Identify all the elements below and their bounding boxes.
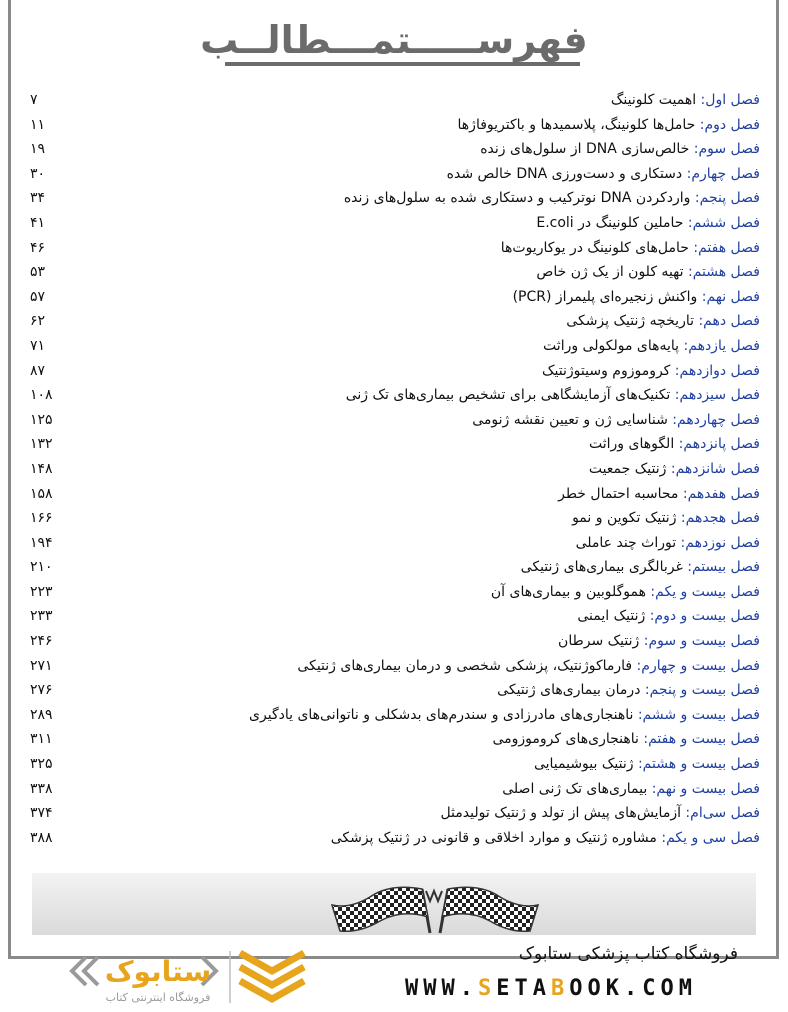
chapter-title: دستکاری و دست‌ورزی DNA خالص شده xyxy=(446,165,683,182)
page-number: ۳۳۸ xyxy=(30,780,53,797)
chapter-label: فصل پانزدهم xyxy=(683,436,760,453)
toc-row[interactable] xyxy=(30,88,760,113)
chapter-label: فصل هفتم xyxy=(698,239,760,256)
page-number: ۲۸۹ xyxy=(30,706,53,723)
chapter-separator: : xyxy=(633,756,643,773)
chapter-label: فصل چهارم xyxy=(691,165,760,182)
page-number: ۳۷۴ xyxy=(30,805,53,822)
toc-entry xyxy=(542,359,760,384)
toc-row[interactable] xyxy=(30,727,760,752)
page-number: ۲۷۶ xyxy=(30,682,53,699)
toc-entry xyxy=(577,604,760,629)
toc-row[interactable] xyxy=(30,506,760,531)
toc-entry xyxy=(458,113,760,138)
table-of-contents xyxy=(30,88,760,850)
page-number: ۲۴۶ xyxy=(30,633,53,650)
page-number: ۴۱ xyxy=(30,214,46,231)
toc-row[interactable] xyxy=(30,580,760,605)
toc-row[interactable] xyxy=(30,334,760,359)
page-number: ۲۳۳ xyxy=(30,608,53,625)
chapter-label: فصل دوازدهم xyxy=(679,362,760,379)
chapter-label: فصل هجدهم xyxy=(685,510,760,527)
page-number: ۵۷ xyxy=(30,288,46,305)
page-number: ۳۴ xyxy=(30,190,46,207)
logo-chevron-icon xyxy=(240,953,304,999)
chapter-label: فصل ششم xyxy=(692,214,760,231)
url-part: S xyxy=(477,976,497,1001)
toc-row[interactable] xyxy=(30,482,760,507)
chapter-separator: : xyxy=(680,805,691,822)
toc-row[interactable] xyxy=(30,703,760,728)
chapter-title: ژنتیک ایمنی xyxy=(577,608,646,625)
toc-row[interactable] xyxy=(30,383,760,408)
chapter-title: شناسایی ژن و تعیین نقشه ژنومی xyxy=(472,411,668,428)
chapter-separator: : xyxy=(667,411,678,428)
chapter-label: فصل پنجم xyxy=(699,190,760,207)
page-number: ۱۰۸ xyxy=(30,387,53,404)
url-part: WWW. xyxy=(405,976,478,1001)
toc-entry xyxy=(344,186,760,211)
logo-text: ستابوک xyxy=(104,955,212,988)
chapter-separator: : xyxy=(670,387,680,404)
toc-entry xyxy=(513,285,760,310)
chapter-separator: : xyxy=(683,214,693,231)
chapter-title: درمان بیماری‌های ژنتیکی xyxy=(497,682,641,699)
page-frame-left xyxy=(8,0,11,958)
chapter-label: فصل سی و یکم xyxy=(666,829,760,846)
url-part: B xyxy=(550,976,570,1001)
toc-entry xyxy=(576,531,760,556)
chapter-title: تاریخچه ژنتیک پزشکی xyxy=(566,313,694,330)
page-number: ۱۹۴ xyxy=(30,534,53,551)
toc-row[interactable] xyxy=(30,211,760,236)
chapter-title: تهیه کلون از یک ژن خاص xyxy=(536,264,684,281)
chapter-title: ناهنجاری‌های مادرزادی و سندرم‌های بدشکلی و ناتوانی‌های یادگیری xyxy=(249,706,634,723)
page-number: ۱۹ xyxy=(30,141,46,158)
store-name: فروشگاه کتاب پزشکی ستابوک xyxy=(518,944,738,964)
toc-row[interactable] xyxy=(30,309,760,334)
page-number: ۳۰ xyxy=(30,165,46,182)
chapter-label: فصل دهم xyxy=(703,313,760,330)
page-number: ۲۱۰ xyxy=(30,559,53,576)
chapter-title: اهمیت کلونینگ xyxy=(610,92,697,108)
page-number: ۱۳۲ xyxy=(30,436,53,453)
toc-entry xyxy=(249,703,760,728)
toc-row[interactable] xyxy=(30,777,760,802)
toc-entry xyxy=(472,408,760,433)
chapter-separator: : xyxy=(697,288,707,305)
toc-row[interactable] xyxy=(30,137,760,162)
checkered-flags-icon xyxy=(330,883,540,935)
chapter-separator: : xyxy=(639,633,649,650)
toc-row[interactable] xyxy=(30,826,760,851)
chapter-title: بیماری‌های تک ژنی اصلی xyxy=(502,780,648,797)
chapter-title: کروموزوم وسیتوژنتیک xyxy=(542,362,671,379)
chapter-label: فصل بیست و هفتم xyxy=(648,731,760,748)
toc-row[interactable] xyxy=(30,260,760,285)
toc-entry xyxy=(440,801,760,826)
toc-entry xyxy=(521,555,760,580)
chapter-separator: : xyxy=(633,706,643,723)
toc-entry xyxy=(491,580,760,605)
toc-entry xyxy=(558,482,760,507)
chapter-label: فصل شانزدهم xyxy=(675,460,760,477)
page-number: ۵۳ xyxy=(30,264,46,281)
left-flag-icon xyxy=(332,887,430,933)
toc-row[interactable] xyxy=(30,113,760,138)
toc-row[interactable] xyxy=(30,457,760,482)
chapter-label: فصل سی‌ام xyxy=(690,805,760,822)
chapter-title: الگوهای وراثت xyxy=(588,436,675,453)
chapter-label: فصل بیست و دوم xyxy=(654,608,760,625)
toc-row[interactable] xyxy=(30,285,760,310)
chapter-separator: : xyxy=(678,485,688,502)
chapter-separator: : xyxy=(640,682,650,699)
toc-entry xyxy=(346,383,760,408)
chapter-title: ژنتیک سرطان xyxy=(558,633,640,650)
chapter-title: مشاوره ژنتیک و موارد اخلاقی و قانونی در ژنتیک پزشکی xyxy=(330,829,657,846)
chapter-separator: : xyxy=(647,780,657,797)
chapter-title: آزمایش‌های پیش از تولد و ژنتیک تولیدمثل xyxy=(440,805,681,822)
chapter-label: فصل بیست و پنجم xyxy=(649,682,760,699)
page-number: ۶۲ xyxy=(30,313,46,330)
chapter-title: هموگلوبین و بیماری‌های آن xyxy=(490,583,646,600)
chapter-separator: : xyxy=(645,608,655,625)
page-number: ۱۱ xyxy=(30,116,46,133)
chapter-title: محاسبه احتمال خطر xyxy=(558,485,679,502)
page-number: ۳۱۱ xyxy=(30,731,53,748)
toc-row[interactable] xyxy=(30,555,760,580)
toc-row[interactable] xyxy=(30,531,760,556)
chapter-label: فصل بیستم xyxy=(691,559,760,576)
chapter-label: فصل یازدهم xyxy=(688,337,760,354)
toc-row[interactable] xyxy=(30,236,760,261)
page-number: ۸۷ xyxy=(30,362,46,379)
chapter-title: غربالگری بیماری‌های ژنتیکی xyxy=(520,559,683,576)
chapter-label: فصل بیست و نهم xyxy=(656,780,760,797)
chapter-title: ژنتیک جمعیت xyxy=(588,460,667,477)
toc-row[interactable] xyxy=(30,801,760,826)
url-part: ETA xyxy=(496,976,551,1001)
chapter-separator: : xyxy=(694,313,704,330)
toc-entry xyxy=(572,506,760,531)
page-number: ۲۲۳ xyxy=(30,583,53,600)
chapter-separator: : xyxy=(632,657,642,674)
chapter-label: فصل هشتم xyxy=(692,264,760,281)
toc-entry xyxy=(611,88,760,113)
toc-row[interactable] xyxy=(30,752,760,777)
toc-entry xyxy=(502,777,760,802)
toc-row[interactable] xyxy=(30,604,760,629)
chapter-separator: : xyxy=(683,264,693,281)
page-number: ۱۶۶ xyxy=(30,510,53,527)
toc-row[interactable] xyxy=(30,654,760,679)
chapter-title: تکنیک‌های آزمایشگاهی برای تشخیص بیماری‌های تک ژنی xyxy=(345,387,671,404)
chapter-label: فصل هفدهم xyxy=(687,485,760,502)
chapter-title: حاملین کلونینگ در E.coli xyxy=(536,214,684,231)
chapter-separator: : xyxy=(676,510,686,527)
page-number: ۳۲۵ xyxy=(30,756,53,773)
page-number: ۷ xyxy=(30,92,38,108)
chapter-label: فصل بیست و چهارم xyxy=(641,657,760,674)
page-number: ۱۵۸ xyxy=(30,485,53,502)
chapter-label: فصل بیست و ششم xyxy=(642,706,760,723)
page-number: ۲۷۱ xyxy=(30,657,53,674)
chapter-separator: : xyxy=(682,559,692,576)
chapter-label: فصل نهم xyxy=(706,288,760,305)
chapter-label: فصل بیست و یکم xyxy=(655,583,760,600)
toc-row[interactable] xyxy=(30,186,760,211)
chapter-label: فصل بیست و هشتم xyxy=(642,756,760,773)
toc-entry xyxy=(492,727,760,752)
toc-row[interactable] xyxy=(30,359,760,384)
toc-entry xyxy=(501,236,760,261)
url-part: OOK.COM xyxy=(569,976,697,1001)
chapter-separator: : xyxy=(690,190,700,207)
toc-entry xyxy=(543,334,760,359)
toc-row[interactable] xyxy=(30,162,760,187)
page-number: ۷۱ xyxy=(30,337,46,354)
toc-entry xyxy=(331,826,760,851)
chapter-separator: : xyxy=(676,534,686,551)
chapter-title: فارماکوژنتیک، پزشکی شخصی و درمان بیماری‌های ژنتیکی xyxy=(297,657,633,674)
chapter-separator: : xyxy=(689,141,699,158)
chapter-separator: : xyxy=(656,829,667,846)
toc-entry xyxy=(566,309,760,334)
chapter-separator: : xyxy=(638,731,649,748)
page-number: ۴۶ xyxy=(30,239,46,256)
chapter-title: ناهنجاری‌های کروموزومی xyxy=(492,731,639,748)
toc-entry xyxy=(534,752,760,777)
logo-subtitle: فروشگاه اینترنتی کتاب xyxy=(105,991,211,1004)
chapter-separator: : xyxy=(696,92,706,108)
right-flag-icon xyxy=(440,887,538,933)
chapter-separator: : xyxy=(679,337,689,354)
chapter-title: پایه‌های مولکولی وراثت xyxy=(543,337,680,354)
toc-entry xyxy=(480,137,760,162)
chapter-title: واکنش زنجیره‌ای پلیمراز (PCR) xyxy=(512,288,698,305)
toc-row[interactable] xyxy=(30,629,760,654)
toc-entry xyxy=(589,457,760,482)
toc-entry xyxy=(447,162,760,187)
toc-entry xyxy=(497,678,760,703)
toc-entry xyxy=(536,260,760,285)
flag-spark-icon xyxy=(426,891,442,901)
chapter-label: فصل نوزدهم xyxy=(685,534,760,551)
chapter-label: فصل بیست و سوم xyxy=(648,633,760,650)
toc-entry xyxy=(297,654,760,679)
chapter-separator: : xyxy=(688,239,699,256)
chapter-title: حامل‌های کلونینگ در یوکاریوت‌ها xyxy=(500,239,689,256)
chapter-separator: : xyxy=(666,460,676,477)
setabook-logo xyxy=(64,945,314,1007)
chapter-title: واردکردن DNA نوترکیب و دستکاری شده به سلول‌های زنده xyxy=(343,190,691,207)
chapter-label: فصل سوم xyxy=(698,141,760,158)
store-url[interactable] xyxy=(405,976,697,1001)
chapter-separator: : xyxy=(682,165,692,182)
chapter-title: ژنتیک بیوشیمیایی xyxy=(533,756,634,773)
toc-row[interactable] xyxy=(30,432,760,457)
toc-row[interactable] xyxy=(30,678,760,703)
title-underline xyxy=(225,62,580,66)
toc-entry xyxy=(536,211,760,236)
toc-entry xyxy=(558,629,760,654)
page-number: ۱۲۵ xyxy=(30,411,53,428)
chapter-title: توراث چند عاملی xyxy=(575,534,677,551)
chapter-label: فصل سیزدهم xyxy=(679,387,760,404)
page-number: ۱۴۸ xyxy=(30,460,53,477)
chapter-title: حامل‌ها کلونینگ، پلاسمیدها و باکتریوفاژها xyxy=(457,116,696,133)
chapter-label: فصل اول xyxy=(705,92,760,108)
chapter-label: فصل چهاردهم xyxy=(677,411,760,428)
toc-row[interactable] xyxy=(30,408,760,433)
chapter-separator: : xyxy=(645,583,656,600)
page-frame-right xyxy=(776,0,779,958)
toc-entry xyxy=(589,432,760,457)
chapter-title: ژنتیک تکوین و نمو xyxy=(572,510,677,527)
chapter-separator: : xyxy=(674,436,684,453)
chapter-separator: : xyxy=(695,116,705,133)
chapter-label: فصل دوم xyxy=(704,116,760,133)
chapter-title: خالص‌سازی DNA از سلول‌های زنده xyxy=(480,141,690,158)
page-title: فهرســـــتمـــطالــب xyxy=(200,18,588,62)
page-number: ۳۸۸ xyxy=(30,829,53,846)
chapter-separator: : xyxy=(670,362,680,379)
